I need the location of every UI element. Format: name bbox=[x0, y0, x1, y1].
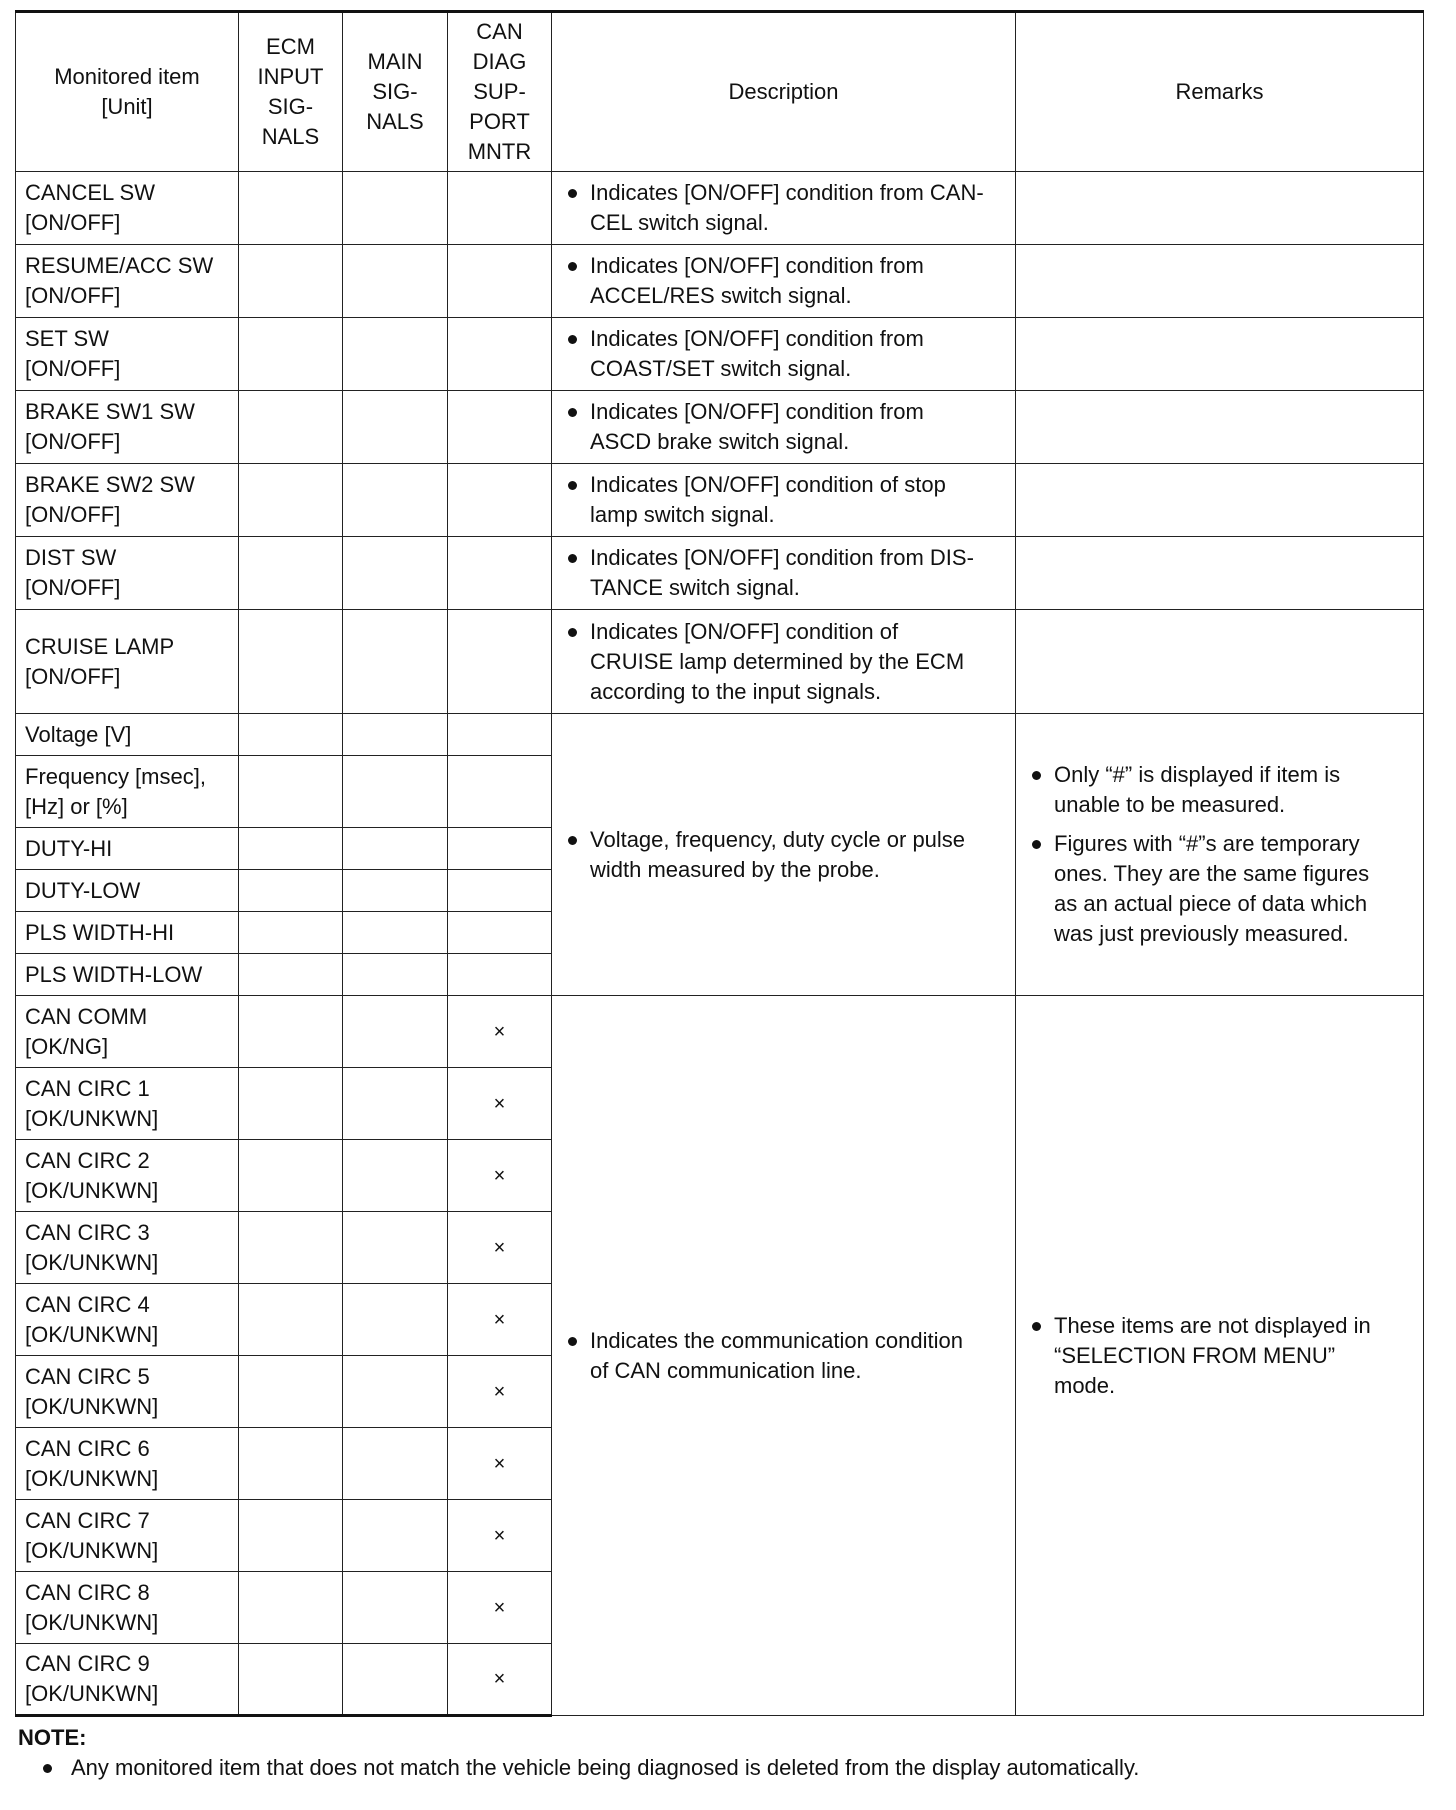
description-cell bbox=[552, 318, 1016, 391]
ecm-input-cell bbox=[239, 1356, 343, 1428]
can-diag-cell bbox=[448, 756, 552, 828]
table-row bbox=[16, 318, 1424, 391]
header-can-diag-support-mntr: CAN DIAG SUP- PORT MNTR bbox=[448, 12, 552, 172]
header-main-signals: MAIN SIG- NALS bbox=[343, 12, 448, 172]
can-diag-mark: × bbox=[448, 1356, 552, 1428]
monitored-item-cell: CAN CIRC 5 [OK/UNKWN] bbox=[16, 1356, 239, 1428]
description-bullet: Indicates [ON/OFF] condition from COAST/SET switch signal. bbox=[564, 324, 1007, 384]
monitored-item-cell: BRAKE SW2 SW [ON/OFF] bbox=[16, 464, 239, 537]
note-title: NOTE: bbox=[18, 1725, 87, 1750]
can-diag-mark: × bbox=[448, 996, 552, 1068]
description-cell bbox=[552, 464, 1016, 537]
probe-description-cell bbox=[552, 714, 1016, 996]
ecm-input-cell bbox=[239, 1500, 343, 1572]
can-diag-cell bbox=[448, 318, 552, 391]
ecm-input-cell bbox=[239, 912, 343, 954]
ecm-input-cell bbox=[239, 714, 343, 756]
remarks-cell bbox=[1016, 464, 1424, 537]
main-signals-cell bbox=[343, 1500, 448, 1572]
table-header-row bbox=[16, 12, 1424, 172]
ecm-input-cell bbox=[239, 1212, 343, 1284]
can-diag-cell bbox=[448, 714, 552, 756]
monitored-item-cell: CAN CIRC 9 [OK/UNKWN] bbox=[16, 1644, 239, 1716]
monitor-item-table bbox=[15, 10, 1424, 1717]
ecm-input-cell bbox=[239, 870, 343, 912]
main-signals-cell bbox=[343, 1572, 448, 1644]
main-signals-cell bbox=[343, 391, 448, 464]
table-row bbox=[16, 391, 1424, 464]
description-cell bbox=[552, 245, 1016, 318]
remarks-cell bbox=[1016, 537, 1424, 610]
note-section bbox=[15, 1723, 1423, 1783]
header-ecm-input-signals: ECM INPUT SIG- NALS bbox=[239, 12, 343, 172]
description-bullet: Indicates [ON/OFF] condition from ASCD brake switch signal. bbox=[564, 397, 1007, 457]
header-remarks: Remarks bbox=[1016, 12, 1424, 172]
can-diag-mark: × bbox=[448, 1428, 552, 1500]
ecm-input-cell bbox=[239, 954, 343, 996]
monitored-item-cell: Frequency [msec], [Hz] or [%] bbox=[16, 756, 239, 828]
main-signals-cell bbox=[343, 1068, 448, 1140]
main-signals-cell bbox=[343, 1212, 448, 1284]
ecm-input-cell bbox=[239, 172, 343, 245]
can-diag-cell bbox=[448, 245, 552, 318]
can-diag-cell bbox=[448, 537, 552, 610]
remarks-bullet: Only “#” is displayed if item is unable to be measured. bbox=[1028, 760, 1415, 820]
ecm-input-cell bbox=[239, 828, 343, 870]
monitored-item-cell: BRAKE SW1 SW [ON/OFF] bbox=[16, 391, 239, 464]
main-signals-cell bbox=[343, 1428, 448, 1500]
data-monitor-document bbox=[15, 10, 1423, 1783]
ecm-input-cell bbox=[239, 1068, 343, 1140]
remarks-bullet: These items are not displayed in “SELECTION FROM MENU” mode. bbox=[1028, 1311, 1415, 1401]
monitored-item-cell: CAN CIRC 1 [OK/UNKWN] bbox=[16, 1068, 239, 1140]
remarks-cell bbox=[1016, 391, 1424, 464]
main-signals-cell bbox=[343, 714, 448, 756]
ecm-input-cell bbox=[239, 391, 343, 464]
can-diag-mark: × bbox=[448, 1140, 552, 1212]
table-row bbox=[16, 610, 1424, 714]
description-bullet: Voltage, frequency, duty cycle or pulse width measured by the probe. bbox=[564, 825, 1007, 885]
monitored-item-cell: CAN COMM [OK/NG] bbox=[16, 996, 239, 1068]
remarks-cell bbox=[1016, 610, 1424, 714]
ecm-input-cell bbox=[239, 537, 343, 610]
probe-remarks-cell bbox=[1016, 714, 1424, 996]
header-description: Description bbox=[552, 12, 1016, 172]
table-row bbox=[16, 464, 1424, 537]
main-signals-cell bbox=[343, 1140, 448, 1212]
main-signals-cell bbox=[343, 318, 448, 391]
monitored-item-cell: CAN CIRC 3 [OK/UNKWN] bbox=[16, 1212, 239, 1284]
remarks-cell bbox=[1016, 245, 1424, 318]
main-signals-cell bbox=[343, 537, 448, 610]
ecm-input-cell bbox=[239, 756, 343, 828]
can-diag-mark: × bbox=[448, 1500, 552, 1572]
monitored-item-cell: PLS WIDTH-LOW bbox=[16, 954, 239, 996]
monitored-item-cell: SET SW [ON/OFF] bbox=[16, 318, 239, 391]
main-signals-cell bbox=[343, 756, 448, 828]
monitored-item-cell: PLS WIDTH-HI bbox=[16, 912, 239, 954]
monitored-item-cell: DUTY-LOW bbox=[16, 870, 239, 912]
main-signals-cell bbox=[343, 610, 448, 714]
main-signals-cell bbox=[343, 245, 448, 318]
ecm-input-cell bbox=[239, 1428, 343, 1500]
ecm-input-cell bbox=[239, 245, 343, 318]
description-bullet: Indicates [ON/OFF] condition of stop lamp switch signal. bbox=[564, 470, 1007, 530]
can-diag-cell bbox=[448, 828, 552, 870]
description-bullet: Indicates [ON/OFF] condition from CAN- CEL switch signal. bbox=[564, 178, 1007, 238]
main-signals-cell bbox=[343, 954, 448, 996]
ecm-input-cell bbox=[239, 1644, 343, 1716]
note-bullet: Any monitored item that does not match the vehicle being diagnosed is deleted from the display automatically. bbox=[15, 1753, 1423, 1783]
remarks-cell bbox=[1016, 318, 1424, 391]
monitored-item-cell: CAN CIRC 2 [OK/UNKWN] bbox=[16, 1140, 239, 1212]
monitored-item-cell: Voltage [V] bbox=[16, 714, 239, 756]
monitored-item-cell: CAN CIRC 6 [OK/UNKWN] bbox=[16, 1428, 239, 1500]
monitored-item-cell: RESUME/ACC SW [ON/OFF] bbox=[16, 245, 239, 318]
description-cell bbox=[552, 172, 1016, 245]
main-signals-cell bbox=[343, 870, 448, 912]
can-diag-cell bbox=[448, 870, 552, 912]
can-remarks-cell bbox=[1016, 996, 1424, 1716]
table-row bbox=[16, 172, 1424, 245]
can-diag-cell bbox=[448, 172, 552, 245]
can-diag-cell bbox=[448, 912, 552, 954]
can-diag-cell bbox=[448, 610, 552, 714]
ecm-input-cell bbox=[239, 1140, 343, 1212]
description-bullet: Indicates the communication condition of CAN communication line. bbox=[564, 1326, 1007, 1386]
ecm-input-cell bbox=[239, 1572, 343, 1644]
description-cell bbox=[552, 610, 1016, 714]
remarks-cell bbox=[1016, 172, 1424, 245]
can-diag-cell bbox=[448, 391, 552, 464]
can-diag-mark: × bbox=[448, 1284, 552, 1356]
monitored-item-cell: CANCEL SW [ON/OFF] bbox=[16, 172, 239, 245]
main-signals-cell bbox=[343, 172, 448, 245]
monitored-item-cell: CAN CIRC 8 [OK/UNKWN] bbox=[16, 1572, 239, 1644]
description-cell bbox=[552, 537, 1016, 610]
ecm-input-cell bbox=[239, 610, 343, 714]
ecm-input-cell bbox=[239, 996, 343, 1068]
can-diag-mark: × bbox=[448, 1644, 552, 1716]
description-bullet: Indicates [ON/OFF] condition from ACCEL/RES switch signal. bbox=[564, 251, 1007, 311]
can-diag-mark: × bbox=[448, 1068, 552, 1140]
can-description-cell bbox=[552, 996, 1016, 1716]
monitored-item-cell: CAN CIRC 4 [OK/UNKWN] bbox=[16, 1284, 239, 1356]
ecm-input-cell bbox=[239, 318, 343, 391]
monitored-item-cell: DIST SW [ON/OFF] bbox=[16, 537, 239, 610]
table-row bbox=[16, 245, 1424, 318]
main-signals-cell bbox=[343, 1644, 448, 1716]
description-cell bbox=[552, 391, 1016, 464]
can-diag-cell bbox=[448, 464, 552, 537]
description-bullet: Indicates [ON/OFF] condition from DIS- TANCE switch signal. bbox=[564, 543, 1007, 603]
can-diag-cell bbox=[448, 954, 552, 996]
table-row bbox=[16, 714, 1424, 756]
table-row bbox=[16, 996, 1424, 1068]
can-diag-mark: × bbox=[448, 1212, 552, 1284]
monitored-item-cell: CAN CIRC 7 [OK/UNKWN] bbox=[16, 1500, 239, 1572]
main-signals-cell bbox=[343, 912, 448, 954]
monitored-item-cell: DUTY-HI bbox=[16, 828, 239, 870]
main-signals-cell bbox=[343, 464, 448, 537]
header-monitored-item: Monitored item [Unit] bbox=[16, 12, 239, 172]
ecm-input-cell bbox=[239, 464, 343, 537]
table-row bbox=[16, 537, 1424, 610]
remarks-bullet: Figures with “#”s are temporary ones. They are the same figures as an actual piece of data which was just previously measured. bbox=[1028, 829, 1415, 949]
ecm-input-cell bbox=[239, 1284, 343, 1356]
description-bullet: Indicates [ON/OFF] condition of CRUISE lamp determined by the ECM according to the input signals. bbox=[564, 617, 1007, 707]
main-signals-cell bbox=[343, 828, 448, 870]
monitored-item-cell: CRUISE LAMP [ON/OFF] bbox=[16, 610, 239, 714]
main-signals-cell bbox=[343, 996, 448, 1068]
main-signals-cell bbox=[343, 1284, 448, 1356]
main-signals-cell bbox=[343, 1356, 448, 1428]
can-diag-mark: × bbox=[448, 1572, 552, 1644]
